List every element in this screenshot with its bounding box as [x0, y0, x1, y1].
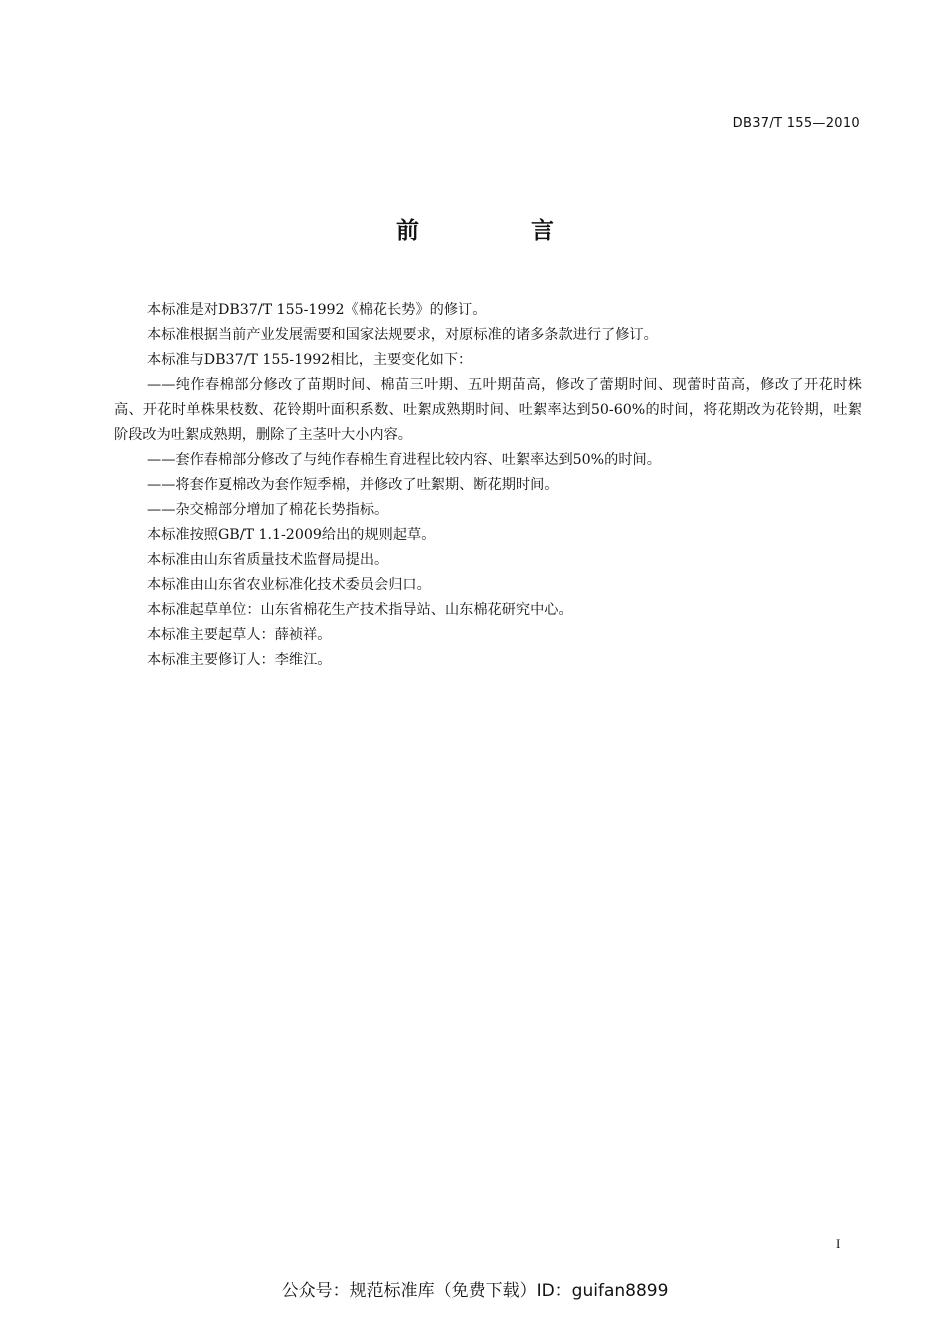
- paragraph: 本标准主要起草人：薛祯祥。: [147, 627, 332, 643]
- paragraph: 本标准主要修订人：李维江。: [147, 652, 332, 668]
- paragraph: 本标准与DB37/T 155-1992相比，主要变化如下：: [147, 352, 473, 368]
- page-title: 前 言: [395, 218, 606, 244]
- paragraph: ——将套作夏棉改为套作短季棉，并修改了吐絮期、断花期时间。: [147, 477, 559, 493]
- paragraph: 本标准根据当前产业发展需要和国家法规要求，对原标准的诸多条款进行了修订。: [147, 327, 658, 343]
- paragraph: 本标准是对DB37/T 155-1992《棉花长势》的修订。: [147, 302, 487, 318]
- foreword-body: [114, 298, 862, 673]
- paragraph: ——纯作春棉部分修改了苗期时间、棉苗三叶期、五叶期苗高，修改了蕾期时间、现蕾时苗高，修改了开花时株高、开花时单株果枝数、花铃期叶面积系数、吐絮成熟期时间、吐絮率达到50-60%的时间，将花期改为花铃期，吐絮阶段改为吐絮成熟期，删除了主茎叶大小内容。: [114, 377, 862, 443]
- paragraph: ——杂交棉部分增加了棉花长势指标。: [147, 502, 389, 518]
- paragraph: 本标准由山东省质量技术监督局提出。: [147, 552, 389, 568]
- footer-notice: 公众号：规范标准库（免费下载）ID：guifan8899: [281, 1281, 669, 1301]
- paragraph: 本标准按照GB/T 1.1-2009给出的规则起草。: [147, 527, 436, 543]
- paragraph: 本标准由山东省农业标准化技术委员会归口。: [147, 577, 431, 593]
- document-code: DB37/T 155—2010: [732, 116, 860, 131]
- page-number: I: [836, 1236, 841, 1251]
- paragraph: ——套作春棉部分修改了与纯作春棉生育进程比较内容、吐絮率达到50%的时间。: [147, 452, 661, 468]
- paragraph: 本标准起草单位：山东省棉花生产技术指导站、山东棉花研究中心。: [147, 602, 573, 618]
